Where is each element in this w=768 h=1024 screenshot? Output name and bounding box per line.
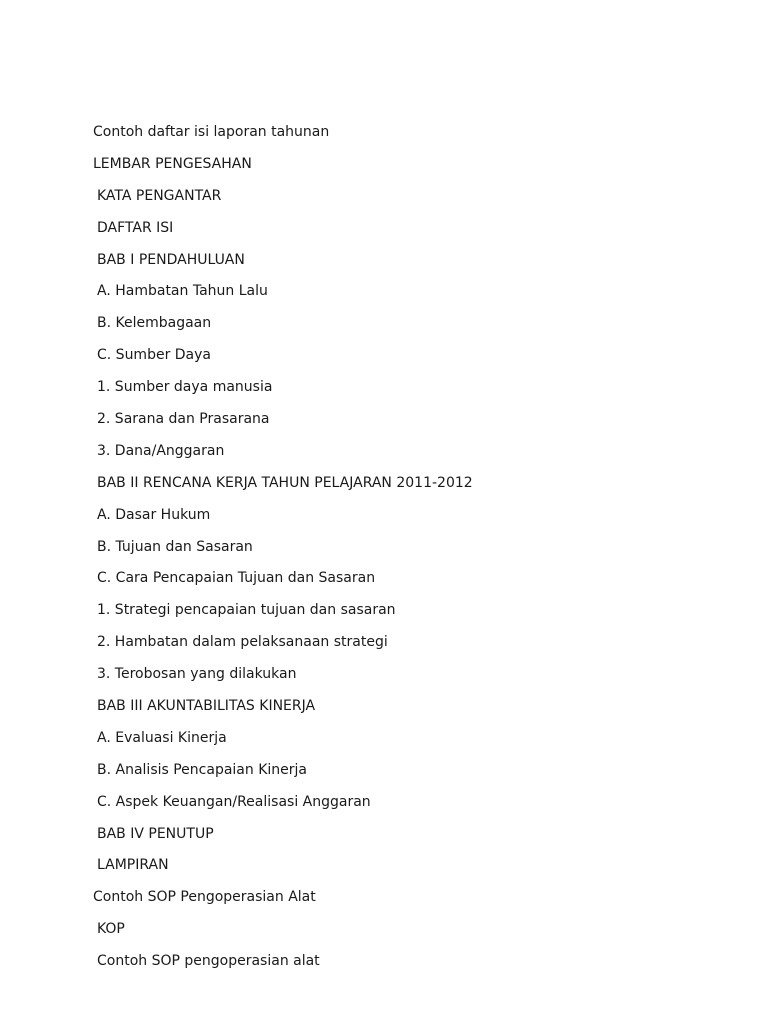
document-line: A. Hambatan Tahun Lalu (97, 283, 268, 300)
document-line: C. Aspek Keuangan/Realisasi Anggaran (97, 793, 371, 810)
document-line: Contoh SOP Pengoperasian Alat (93, 889, 316, 906)
document-line: Contoh SOP pengoperasian alat (97, 953, 320, 970)
document-line: BAB I PENDAHULUAN (97, 251, 245, 268)
document-line: LEMBAR PENGESAHAN (93, 155, 252, 172)
document-line: KATA PENGANTAR (97, 187, 222, 204)
document-line: B. Analisis Pencapaian Kinerja (97, 761, 307, 778)
document-line: C. Sumber Daya (97, 347, 212, 364)
document-line: 2. Hambatan dalam pelaksanaan strategi (97, 634, 388, 651)
document-line: BAB III AKUNTABILITAS KINERJA (97, 698, 316, 715)
document-line: 3. Dana/Anggaran (97, 442, 225, 459)
document-line: C. Cara Pencapaian Tujuan dan Sasaran (97, 570, 376, 587)
document-line: A. Evaluasi Kinerja (97, 729, 227, 746)
document-line: 1. Sumber daya manusia (97, 379, 273, 396)
document-line: 3. Terobosan yang dilakukan (97, 666, 297, 683)
document-line: DAFTAR ISI (97, 219, 174, 236)
document-line: Contoh daftar isi laporan tahunan (93, 124, 330, 140)
document-line: 2. Sarana dan Prasarana (97, 411, 270, 428)
document-line: BAB IV PENUTUP (97, 825, 214, 842)
document-line: BAB II RENCANA KERJA TAHUN PELAJARAN 2011-2012 (97, 474, 473, 491)
document-line: LAMPIRAN (97, 857, 169, 874)
document-line: KOP (97, 921, 125, 938)
document-line: A. Dasar Hukum (97, 506, 211, 523)
document-line: B. Kelembagaan (97, 315, 212, 332)
document-text-lines (93, 121, 733, 982)
document-line: 1. Strategi pencapaian tujuan dan sasaran (97, 602, 396, 619)
document-line: B. Tujuan dan Sasaran (97, 538, 253, 555)
